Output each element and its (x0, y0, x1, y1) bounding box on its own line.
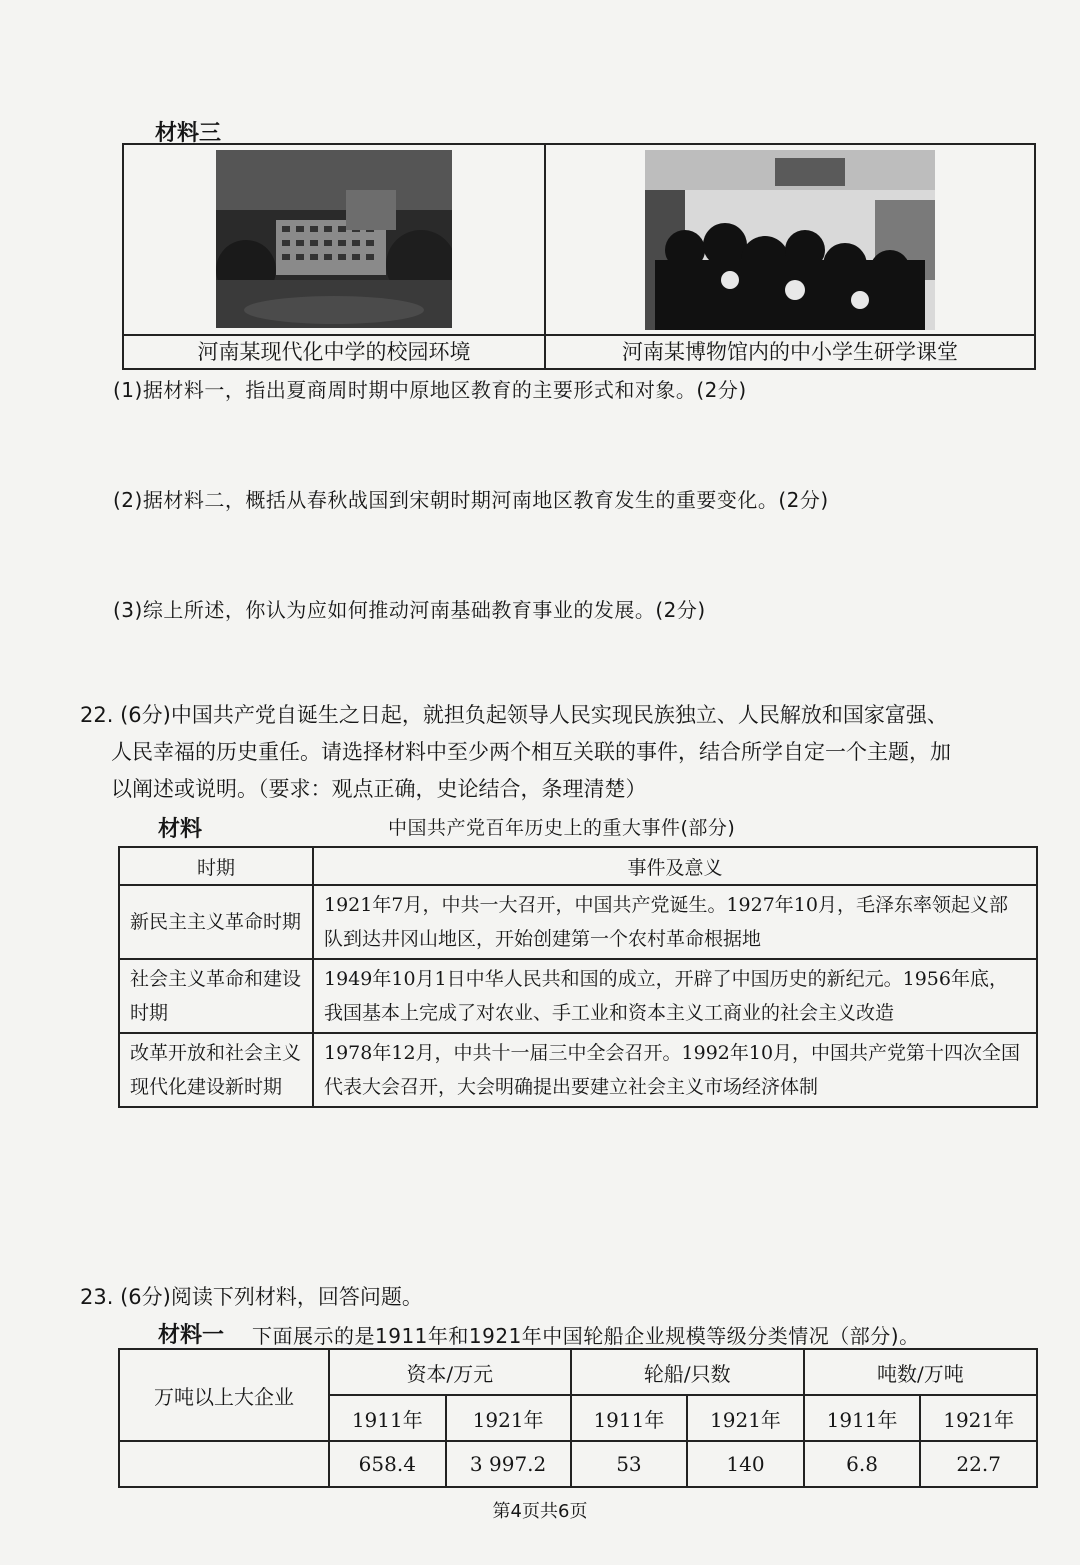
events-table (118, 846, 1038, 1108)
school-campus-photo (216, 150, 452, 328)
event-cell: 1921年7月，中共一大召开，中国共产党诞生。1927年10月，毛泽东率领起义部队到达井冈山地区，开始创建第一个农村革命根据地 (313, 885, 1037, 959)
year-cell: 1911年 (329, 1395, 446, 1441)
header-period: 时期 (119, 847, 313, 885)
period-cell: 社会主义革命和建设时期 (119, 959, 313, 1033)
photo-cell-school (123, 144, 545, 335)
year-cell: 1911年 (571, 1395, 688, 1441)
q21-sub2: (2)据材料二，概括从春秋战国到宋朝时期河南地区教育发生的重要变化。(2分) (113, 488, 829, 512)
value-cell: 53 (571, 1441, 688, 1487)
q22-line3: 以阐述或说明。（要求：观点正确，史论结合，条理清楚） (111, 777, 647, 801)
value-cell: 658.4 (329, 1441, 446, 1487)
group-header-tonnage: 吨数/万吨 (804, 1349, 1037, 1395)
q22-line1: 22. (6分)中国共产党自诞生之日起，就担负起领导人民实现民族独立、人民解放和国家富强、 (80, 703, 948, 727)
event-cell: 1949年10月1日中华人民共和国的成立，开辟了中国历史的新纪元。1956年底，我国基本上完成了对农业、手工业和资本主义工商业的社会主义改造 (313, 959, 1037, 1033)
q22-material-label: 材料 (158, 817, 203, 842)
table-row (119, 885, 1037, 959)
row-label: 万吨以上大企业 (119, 1349, 329, 1441)
q23-intro: 下面展示的是1911年和1921年中国轮船企业规模等级分类情况（部分)。 (252, 1324, 920, 1348)
year-cell: 1911年 (804, 1395, 921, 1441)
photo-cell-museum (545, 144, 1035, 335)
page-footer: 第4页共6页 (492, 1501, 588, 1522)
period-cell: 新民主主义革命时期 (119, 885, 313, 959)
year-cell: 1921年 (920, 1395, 1037, 1441)
value-cell: 3 997.2 (446, 1441, 571, 1487)
caption-museum: 河南某博物馆内的中小学生研学课堂 (545, 335, 1035, 369)
header-event: 事件及意义 (313, 847, 1037, 885)
q23-line1: 23. (6分)阅读下列材料，回答问题。 (80, 1285, 423, 1309)
q23-material-label: 材料一 (158, 1323, 225, 1348)
period-cell: 改革开放和社会主义现代化建设新时期 (119, 1033, 313, 1107)
museum-class-photo (645, 150, 935, 330)
group-header-ships: 轮船/只数 (571, 1349, 804, 1395)
caption-school: 河南某现代化中学的校园环境 (123, 335, 545, 369)
shipping-table (118, 1348, 1038, 1488)
material3-photo-table (122, 143, 1036, 370)
table-row (119, 959, 1037, 1033)
q21-sub3: (3)综上所述，你认为应如何推动河南基础教育事业的发展。(2分) (113, 598, 706, 622)
year-cell: 1921年 (446, 1395, 571, 1441)
q21-sub1: (1)据材料一，指出夏商周时期中原地区教育的主要形式和对象。(2分) (113, 378, 747, 402)
value-cell: 140 (687, 1441, 804, 1487)
table-row (119, 1033, 1037, 1107)
event-cell: 1978年12月，中共十一届三中全会召开。1992年10月，中国共产党第十四次全国代表大会召开，大会明确提出要建立社会主义市场经济体制 (313, 1033, 1037, 1107)
value-cell: 6.8 (804, 1441, 921, 1487)
q22-table-title: 中国共产党百年历史上的重大事件(部分) (388, 817, 736, 839)
year-cell: 1921年 (687, 1395, 804, 1441)
material3-label: 材料三 (155, 121, 222, 146)
value-cell: 22.7 (920, 1441, 1037, 1487)
empty-cell (119, 1441, 329, 1487)
q22-line2: 人民幸福的历史重任。请选择材料中至少两个相互关联的事件，结合所学自定一个主题，加 (111, 740, 951, 764)
group-header-capital: 资本/万元 (329, 1349, 571, 1395)
